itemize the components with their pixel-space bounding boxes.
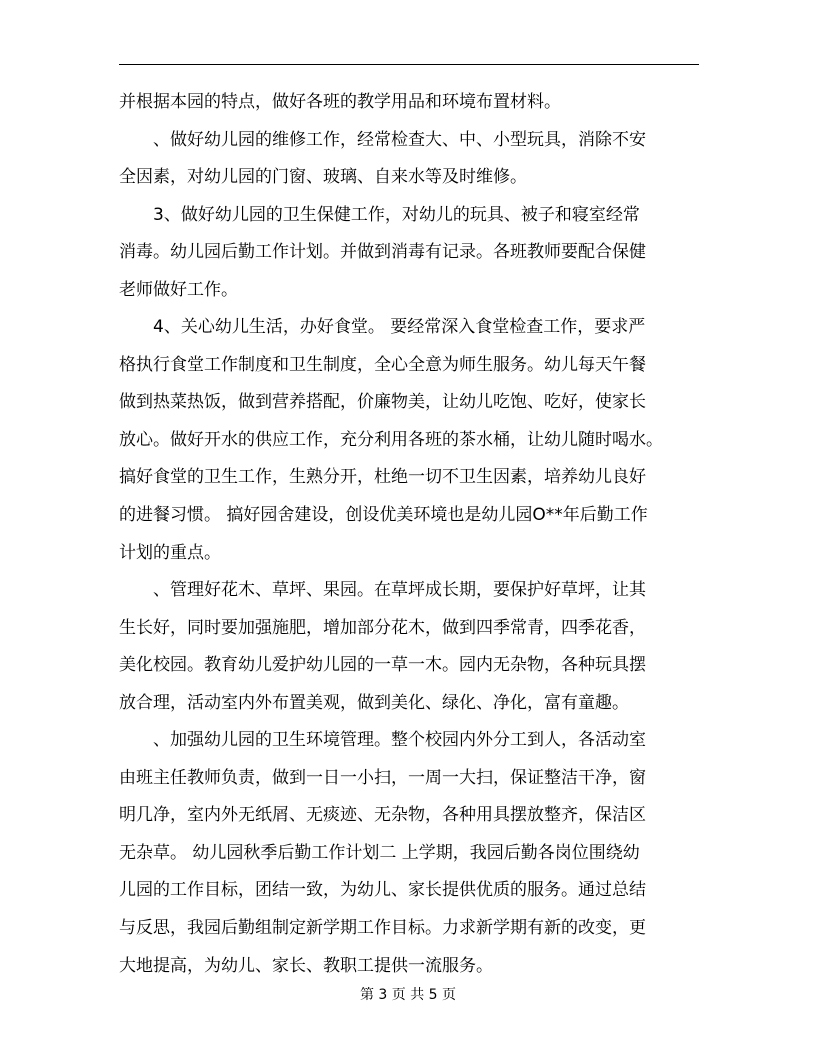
text-line: 做到热菜热饭，做到营养搭配，价廉物美，让幼儿吃饱、吃好，使家长	[119, 392, 646, 413]
text-line: 全因素，对幼儿园的门窗、玻璃、自来水等及时维修。	[119, 167, 527, 188]
page-number: 第 3 页 共 5 页	[359, 987, 457, 1003]
text-line: 大地提高，为幼儿、家长、教职工提供一流服务。	[119, 955, 493, 976]
text-line: 并根据本园的特点，做好各班的教学用品和环境布置材料。	[119, 92, 561, 112]
text-line: 明几净，室内外无纸屑、无痰迹、无杂物，各种用具摆放整齐，保洁区	[119, 805, 646, 826]
text-line: 放合理，活动室内外布置美观，做到美化、绿化、净化，富有童趣。	[119, 692, 629, 713]
text-line: 计划的重点。	[119, 542, 221, 563]
text-line: 搞好食堂的卫生工作，生熟分开，杜绝一切不卫生因素，培养幼儿良好	[119, 467, 646, 488]
text-line: 老师做好工作。	[119, 279, 238, 300]
header-rule	[119, 64, 699, 65]
text-line: 无杂草。 幼儿园秋季后勤工作计划二 上学期，我园后勤各岗位围绕幼	[119, 842, 640, 863]
text-line: 4、关心幼儿生活，办好食堂。 要经常深入食堂检查工作，要求严	[153, 317, 646, 338]
text-line: 与反思，我园后勤组制定新学期工作目标。力求新学期有新的改变，更	[119, 918, 646, 939]
text-line: 、管理好花木、草坪、果园。在草坪成长期，要保护好草坪，让其	[153, 580, 646, 601]
text-line: 、加强幼儿园的卫生环境管理。整个校园内外分工到人，各活动室	[153, 730, 646, 751]
text-line: 由班主任教师负责，做到一日一小扫，一周一大扫，保证整洁干净，窗	[119, 767, 646, 788]
text-line: 、做好幼儿园的维修工作，经常检查大、中、小型玩具，消除不安	[153, 129, 646, 150]
document-body	[119, 84, 701, 985]
text-line: 美化校园。教育幼儿爱护幼儿园的一草一木。园内无杂物，各种玩具摆	[119, 655, 646, 676]
text-line: 放心。做好开水的供应工作，充分利用各班的茶水桶，让幼儿随时喝水。	[119, 429, 663, 450]
text-line: 3、做好幼儿园的卫生保健工作，对幼儿的玩具、被子和寝室经常	[153, 204, 640, 225]
text-line: 消毒。幼儿园后勤工作计划。并做到消毒有记录。各班教师要配合保健	[119, 242, 646, 263]
text-line: 生长好，同时要加强施肥，增加部分花木，做到四季常青，四季花香，	[119, 617, 646, 638]
text-line: 儿园的工作目标，团结一致，为幼儿、家长提供优质的服务。通过总结	[119, 880, 646, 901]
text-line: 的进餐习惯。 搞好园舍建设，创设优美环境也是幼儿园O**年后勤工作	[119, 505, 648, 526]
text-line: 格执行食堂工作制度和卫生制度，全心全意为师生服务。幼儿每天午餐	[119, 354, 646, 375]
